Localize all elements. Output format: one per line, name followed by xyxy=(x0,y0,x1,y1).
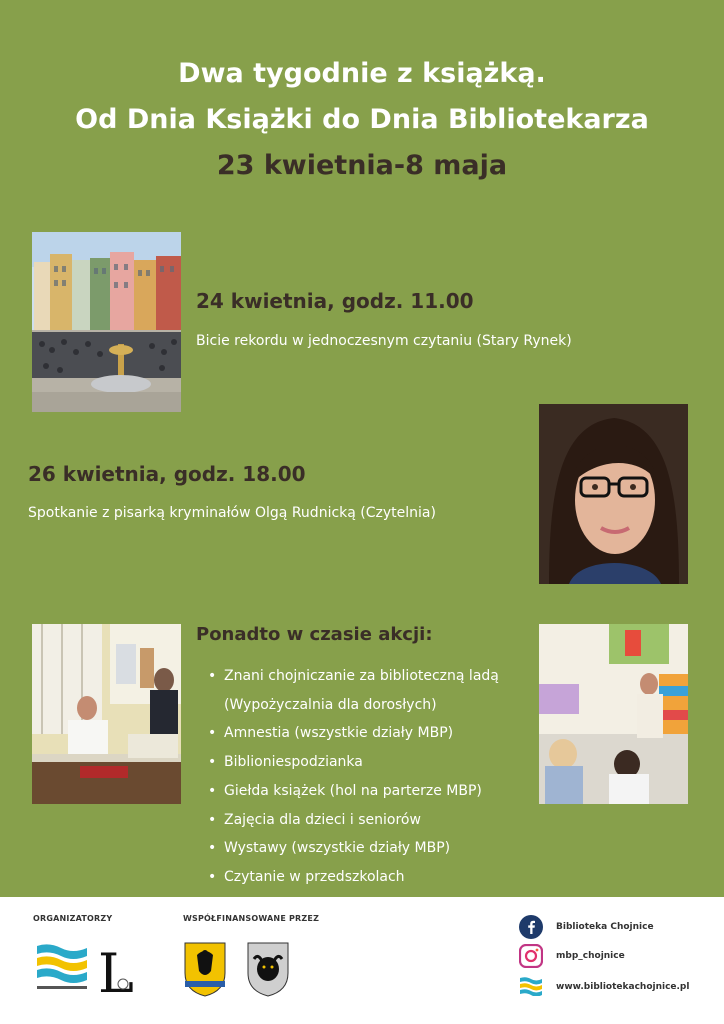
coat-of-arms-city-icon xyxy=(246,941,290,997)
author-portrait-photo xyxy=(539,404,688,584)
poster-date-range: 23 kwietnia-8 maja xyxy=(216,150,508,181)
mbp-logo xyxy=(35,942,90,994)
children-class-photo xyxy=(539,624,688,804)
list-item: • Zajęcia dla dzieci i seniorów xyxy=(208,806,499,835)
facebook-link[interactable]: Biblioteka Chojnice xyxy=(556,922,654,932)
poster-title-line2: Od Dnia Książki do Dnia Bibliotekarza xyxy=(75,104,649,135)
organizers-label: ORGANIZATORZY xyxy=(33,914,113,923)
library-desk-photo xyxy=(32,624,181,804)
website-link[interactable]: www.bibliotekachojnice.pl xyxy=(556,982,690,992)
list-item: • Giełda książek (hol na parterze MBP) xyxy=(208,777,499,806)
list-item: • Czytanie w przedszkolach xyxy=(208,863,499,892)
facebook-icon[interactable] xyxy=(519,915,543,939)
event-1-description: Bicie rekordu w jednoczesnym czytaniu (Stary Rynek) xyxy=(196,333,572,349)
partner-l-logo xyxy=(96,940,136,998)
instagram-link[interactable]: mbp_chojnice xyxy=(556,951,625,961)
event-1-heading: 24 kwietnia, godz. 11.00 xyxy=(196,289,474,313)
event-2-description: Spotkanie z pisarką kryminałów Olgą Rudnicką (Czytelnia) xyxy=(28,505,436,521)
library-logo-icon xyxy=(519,976,543,996)
poster-title-line1: Dwa tygodnie z książką. xyxy=(178,58,546,89)
list-item: • Amnestia (wszystkie działy MBP) xyxy=(208,719,499,748)
list-item: • Znani chojniczanie za biblioteczną ladą xyxy=(208,662,499,691)
list-item: • Wystawy (wszystkie działy MBP) xyxy=(208,834,499,863)
cofinanced-label: WSPÓŁFINANSOWANE PRZEZ xyxy=(183,914,320,923)
instagram-icon[interactable] xyxy=(519,944,543,968)
extras-heading: Ponadto w czasie akcji: xyxy=(196,624,433,645)
list-item: • Biblioniespodzianka xyxy=(208,748,499,777)
coat-of-arms-region-icon xyxy=(183,941,227,997)
list-item: (Wypożyczalnia dla dorosłych) xyxy=(224,696,437,713)
market-square-photo xyxy=(32,232,181,412)
extras-list xyxy=(208,662,499,892)
event-2-heading: 26 kwietnia, godz. 18.00 xyxy=(28,462,306,486)
svg-text:L: L xyxy=(98,942,134,998)
